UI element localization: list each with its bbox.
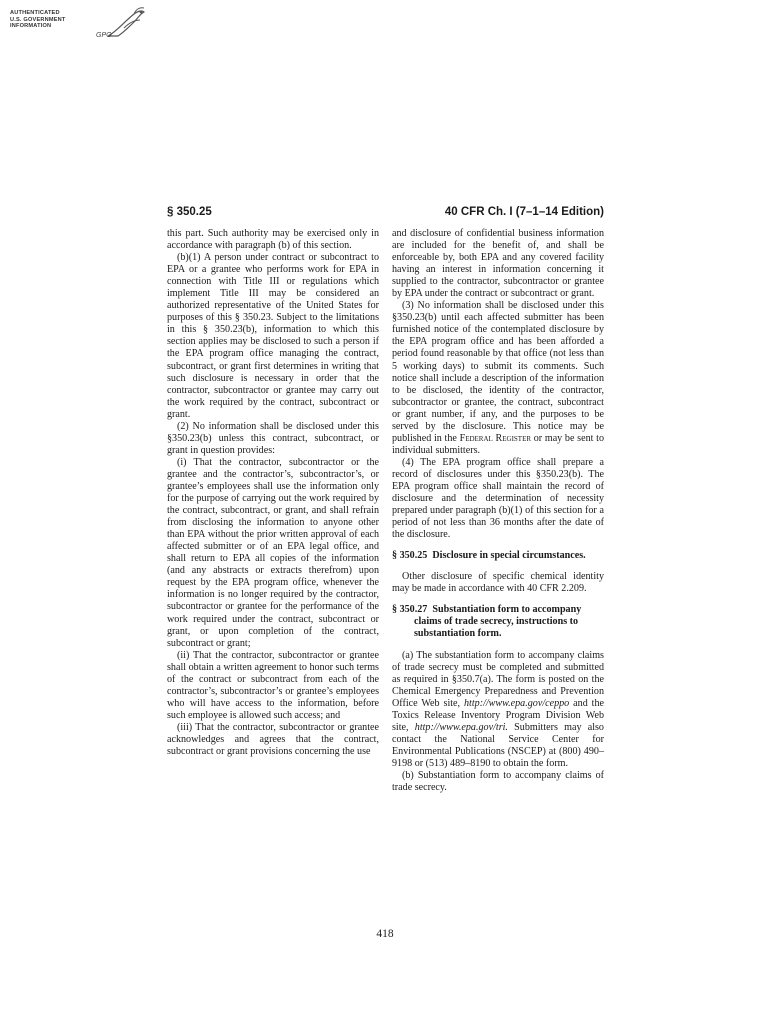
tri-link[interactable]: http://www.epa.gov/tri. [414, 721, 508, 733]
ceppo-link[interactable]: http://www.epa.gov/ceppo [464, 697, 570, 709]
gpo-authentication-logo [8, 4, 148, 50]
paragraph: Other disclosure of specific chemical identity may be made in accordance with 40 CFR 2.209. [392, 571, 604, 595]
paragraph [392, 300, 604, 457]
header-edition: 40 CFR Ch. I (7–1–14 Edition) [444, 206, 604, 218]
paragraph: (2) No information shall be disclosed under this §350.23(b) unless this contract, subcontract, or grant in question provides: [167, 420, 379, 456]
logo-line-1: AUTHENTICATED [10, 10, 60, 16]
page-number: 418 [376, 928, 394, 940]
logo-line-3: INFORMATION [10, 23, 52, 29]
section-number: § 350.27 [392, 604, 428, 616]
section-title: Substantiation form to accompany claims of trade secrecy, instructions to substantiation form. [414, 604, 582, 640]
logo-gpo-mark: GPO [96, 32, 112, 39]
paragraph [392, 650, 604, 770]
left-column [167, 228, 379, 758]
paragraph-text: (3) No information shall be disclosed under this §350.23(b) until each affected submitter has been furnished notice of the contemplated disclosure by the EPA program office and has been afforded a period found reasonable by that office (not less than 5 working days) to submit its comments. Such notice shall include a description of the information to be disclosed, the identity of the contractor, subcontractor or grantee, the contract, subcontract or grant number, if any, and the purposes to be served by the disclosure. This notice may be published in the [392, 300, 604, 444]
header-section: § 350.25 [167, 206, 212, 218]
paragraph-text: and the Toxics Release Inventory Program Division Web site, [392, 697, 605, 733]
paragraph-text: or may be sent to individual submitters. [392, 432, 604, 456]
page-header [167, 206, 604, 220]
paragraph-text: (a) The substantiation form to accompany claims of trade secrecy must be completed and submitted as required in §350.7(a). The form is posted on the Chemical Emergency Preparedness and Prevention Office Web site, [392, 649, 604, 709]
paragraph: (b)(1) A person under contract or subcontract to EPA or a grantee who performs work for EPA in connection with Title III or regulations which implement Title III may be considered an authorized representative of the United States for purposes of this § 350.23. Subject to the limitations in this § 350.23(b), information to which this section applies may be disclosed to such a person if the EPA program office managing the contract, subcontract, or grant first determines in writing that such disclosure is necessary in order that the contractor, subcontractor or grantee may carry out the work required by the contract, subcontract or grant. [167, 252, 379, 420]
paragraph: (iii) That the contractor, subcontractor or grantee acknowledges and agrees that the contract, subcontract or grant provisions concerning the use [167, 721, 379, 758]
section-heading [392, 604, 604, 640]
paragraph: (4) The EPA program office shall prepare a record of disclosures under this §350.23(b). The EPA program office shall maintain the record of disclosure and the determination of necessity prepared under paragraph (b)(1) of this section for a period of not less than 36 months after the date of the disclosure. [392, 456, 604, 541]
paragraph: (b) Substantiation form to accompany claims of trade secrecy. [392, 769, 604, 794]
paragraph-text: Submitters may also contact the National Service Center for Environmental Publications (NSCEP) at (800) 490–9198 or (513) 489–8190 to obtain the form. [392, 721, 604, 769]
paragraph: this part. Such authority may be exercised only in accordance with paragraph (b) of this section. [167, 228, 379, 252]
paragraph: (i) That the contractor, subcontractor or the grantee and the contractor’s, subcontractor’s, or grantee’s employees shall use the information only for the purpose of carrying out the work required by the contract, subcontract, or grant, and shall refrain from disclosing the information to anyone other than EPA without the prior written approval of each affected submitter or of an EPA legal office, and shall return to EPA all copies of the information (and any abstracts or extracts therefrom) upon request by the EPA program office, whenever the information is no longer required by the contractor, subcontractor or grantee for the performance of the work required under the contract, subcontract or grant, or upon completion of the contract, subcontract or grant; [167, 456, 379, 649]
section-title: Disclosure in special circumstances. [432, 550, 586, 562]
logo-line-2: U.S. GOVERNMENT [10, 16, 66, 23]
paragraph: and disclosure of confidential business information are included for the benefit of, and shall be enforceable by, both EPA and any covered facility having an interest in information concerning it supplied to the contractor, subcontractor or grantee by EPA under the contract or subcontract or grant. [392, 228, 604, 300]
section-heading [392, 550, 604, 562]
eagle-icon [104, 6, 148, 46]
section-number: § 350.25 [392, 550, 428, 562]
right-column [392, 228, 604, 794]
federal-register-text: Federal Register [459, 432, 532, 444]
paragraph: (ii) That the contractor, subcontractor or grantee shall obtain a written agreement to honor such terms of the contract or subcontract from each of the contractor’s, subcontractor’s or grantee’s employees who will have access to the information, before such employee is allowed such access; and [167, 649, 379, 721]
